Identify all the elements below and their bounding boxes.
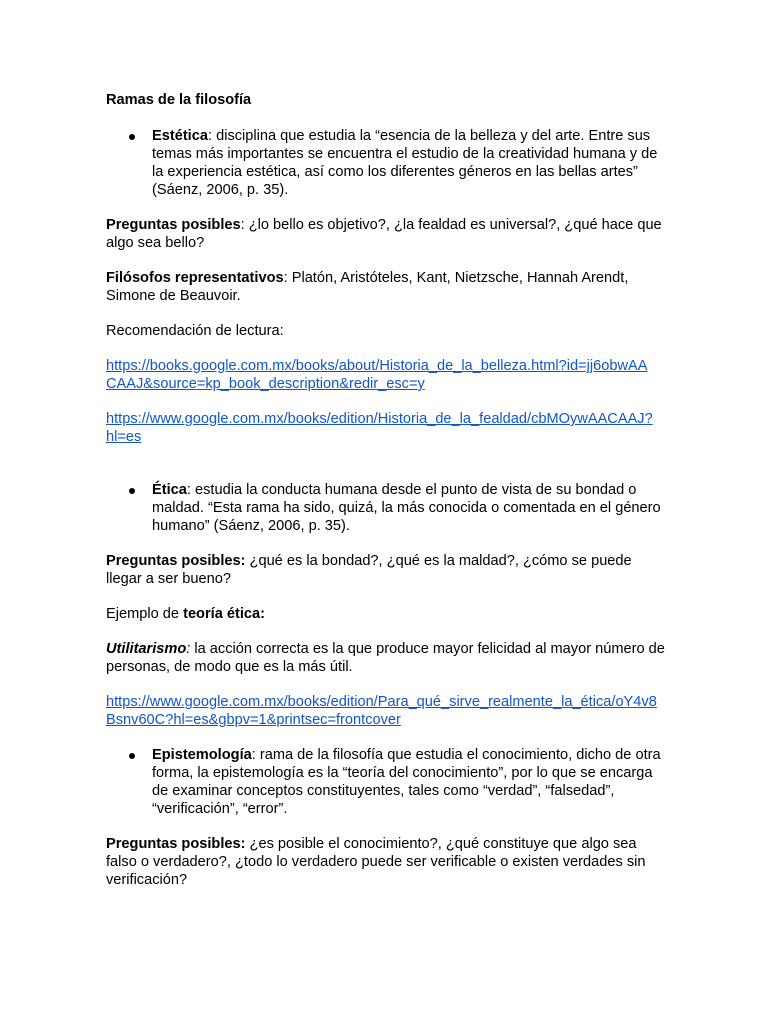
bullet-item-epistemologia [106, 746, 662, 818]
reading-recommendation: Recomendación de lectura: [106, 323, 284, 339]
questions-label: Preguntas posibles: [106, 553, 246, 569]
bullet-list-epistemologia [106, 746, 666, 818]
questions-label: Preguntas posibles: [106, 836, 246, 852]
questions-text: ¿es posible el conocimiento?, ¿qué constituye que algo sea falso o verdadero?, ¿todo lo verdadero puede ser verificable o existen verdades sin verificación? [106, 836, 646, 888]
example-prefix: Ejemplo de [106, 606, 184, 622]
link-historia-belleza[interactable]: https://books.google.com.mx/books/about/Historia_de_la_belleza.html?id=jj6obwAACAAJ&source=kp_book_description&redir_esc=y [106, 358, 648, 392]
link-paragraph-3 [106, 693, 666, 729]
utilitarismo-colon: : [186, 641, 191, 657]
definition-etica: : estudia la conducta humana desde el punto de vista de su bondad o maldad. “Esta rama ha sido, quizá, la más conocida o comentada en el género humano” (Sáenz, 2006, p. 35). [152, 482, 661, 534]
questions-text: ¿qué es la bondad?, ¿qué es la maldad?, ¿cómo se puede llegar a ser bueno? [106, 553, 632, 587]
link-para-que-sirve-etica[interactable]: https://www.google.com.mx/books/edition/Para_qué_sirve_realmente_la_ética/oY4v8Bsnv60C?hl=es&gbpv=1&printsec=frontcover [106, 694, 657, 728]
example-theory [106, 605, 666, 623]
document-page [106, 91, 666, 906]
questions-estetica [106, 216, 666, 252]
term-estetica: Estética [152, 128, 208, 144]
questions-epistemologia [106, 835, 666, 889]
link-historia-fealdad[interactable]: https://www.google.com.mx/books/edition/Historia_de_la_fealdad/cbMOywAACAAJ?hl=es [106, 411, 653, 445]
link-paragraph-1 [106, 357, 666, 393]
definition-estetica: : disciplina que estudia la “esencia de la belleza y del arte. Entre sus temas más importantes se encuentra el estudio de la creatividad humana y de la experiencia estética, así como los diferentes géneros en las bellas artes” (Sáenz, 2006, p. 35). [152, 128, 658, 198]
philosophers-text: : Platón, Aristóteles, Kant, Nietzsche, Hannah Arendt, Simone de Beauvoir. [106, 270, 629, 304]
bullet-item-estetica [106, 127, 662, 199]
bullet-icon [129, 488, 135, 494]
utilitarismo-text: la acción correcta es la que produce mayor felicidad al mayor número de personas, de modo que es la más útil. [106, 641, 665, 675]
document-title: Ramas de la filosofía [106, 92, 252, 108]
philosophers-label: Filósofos representativos [106, 270, 284, 286]
questions-text: : ¿lo bello es objetivo?, ¿la fealdad es universal?, ¿qué hace que algo sea bello? [106, 217, 662, 251]
term-epistemologia: Epistemología [152, 747, 252, 763]
link-paragraph-2 [106, 410, 666, 446]
term-utilitarismo: Utilitarismo [106, 641, 187, 657]
bullet-list-estetica [106, 127, 666, 199]
definition-epistemologia: : rama de la filosofía que estudia el conocimiento, dicho de otra forma, la epistemología es la “teoría del conocimiento”, por lo que se encarga de examinar conceptos constituyentes, tales como “verdad”, “falsedad”, “verificación”, “error”. [152, 747, 661, 817]
bullet-item-etica [106, 481, 662, 535]
empty-line [106, 463, 666, 481]
bullet-icon [129, 134, 135, 140]
example-bold: teoría ética: [183, 606, 265, 622]
utilitarismo-paragraph [106, 640, 666, 676]
bullet-list-etica [106, 481, 666, 535]
term-etica: Ética [152, 482, 187, 498]
bullet-icon [129, 753, 135, 759]
questions-etica [106, 552, 666, 588]
questions-label: Preguntas posibles [106, 217, 241, 233]
philosophers-paragraph [106, 269, 666, 305]
